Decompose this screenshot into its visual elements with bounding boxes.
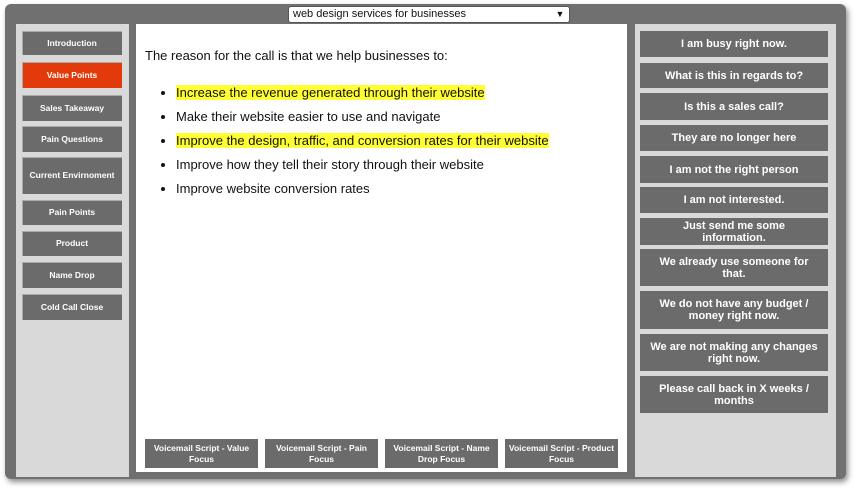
nav-item-label: Cold Call Close <box>40 301 104 312</box>
voicemail-value-focus-button[interactable] <box>145 439 258 468</box>
objection-sales-call-button[interactable] <box>640 93 828 120</box>
nav-item-label: Product <box>55 238 89 248</box>
voicemail-product-focus-button[interactable] <box>505 439 618 468</box>
value-point-text: Improve how they tell their story through their website <box>176 157 484 172</box>
button-label: I am not interested. <box>683 194 785 206</box>
nav-item-pain-points[interactable] <box>22 200 122 225</box>
button-label: I am busy right now. <box>681 38 787 50</box>
button-label: We do not have any budget / money right now. <box>659 298 809 322</box>
script-content <box>136 24 627 472</box>
objection-not-right-person-button[interactable] <box>640 156 828 183</box>
button-label: They are no longer here <box>671 132 797 144</box>
button-label: We already use someone for that. <box>659 255 809 280</box>
objection-no-budget-button[interactable] <box>640 291 828 329</box>
nav-item-current-environment[interactable] <box>22 157 122 194</box>
objections-panel <box>635 24 836 477</box>
nav-item-introduction[interactable] <box>22 31 122 55</box>
button-label: Please call back in X weeks / months <box>659 382 809 407</box>
top-bar <box>5 4 846 26</box>
nav-item-label: Pain Questions <box>41 133 103 144</box>
button-label: What is this in regards to? <box>664 69 804 82</box>
nav-item-cold-call-close[interactable] <box>22 294 122 320</box>
voicemail-pain-focus-button[interactable] <box>265 439 378 468</box>
service-select-value: web design services for businesses <box>293 8 467 20</box>
objection-already-use-button[interactable] <box>640 249 828 286</box>
list-item <box>176 84 549 108</box>
button-label: Voicemail Script - Value Focus <box>153 442 250 464</box>
nav-item-label: Pain Points <box>48 207 96 217</box>
script-section-nav <box>16 24 129 477</box>
list-item <box>176 156 549 180</box>
button-label: I am not the right person <box>669 163 799 176</box>
objection-send-info-button[interactable] <box>640 218 828 245</box>
nav-item-label: Introduction <box>47 37 97 48</box>
list-item <box>176 132 549 156</box>
value-point-text: Increase the revenue generated through their website <box>176 85 485 100</box>
voicemail-name-drop-focus-button[interactable] <box>385 439 498 468</box>
button-label: Voicemail Script - Product Focus <box>508 442 615 464</box>
value-points-list <box>136 84 549 204</box>
button-label: Just send me some information. <box>682 219 786 244</box>
button-label: Voicemail Script - Pain Focus <box>275 442 367 464</box>
nav-item-product[interactable] <box>22 231 122 256</box>
app-frame <box>5 4 846 479</box>
button-label: We are not making any changes right now. <box>650 340 818 365</box>
button-label: Is this a sales call? <box>684 100 784 113</box>
value-point-text: Improve the design, traffic, and conversion rates for their website <box>176 133 549 148</box>
intro-text: The reason for the call is that we help businesses to: <box>145 48 448 63</box>
service-select[interactable] <box>288 6 570 23</box>
objection-busy-button[interactable] <box>640 31 828 57</box>
nav-item-value-points[interactable] <box>22 62 122 88</box>
objection-regards-button[interactable] <box>640 63 828 88</box>
nav-item-label: Current Envirnoment <box>29 170 115 180</box>
objection-no-changes-button[interactable] <box>640 334 828 371</box>
value-point-text: Make their website easier to use and navigate <box>176 109 441 124</box>
objection-not-interested-button[interactable] <box>640 187 828 213</box>
list-item <box>176 108 549 132</box>
objection-call-back-button[interactable] <box>640 376 828 413</box>
value-point-text: Improve website conversion rates <box>176 181 370 196</box>
nav-item-label: Value Points <box>46 69 98 80</box>
objection-no-longer-here-button[interactable] <box>640 125 828 151</box>
button-label: Voicemail Script - Name Drop Focus <box>393 442 490 464</box>
nav-item-pain-questions[interactable] <box>22 126 122 152</box>
nav-item-name-drop[interactable] <box>22 262 122 288</box>
nav-item-label: Sales Takeaway <box>39 102 105 113</box>
nav-item-sales-takeaway[interactable] <box>22 95 122 121</box>
list-item <box>176 180 549 204</box>
chevron-down-icon: ▼ <box>555 9 565 19</box>
nav-item-label: Name Drop <box>49 269 95 280</box>
